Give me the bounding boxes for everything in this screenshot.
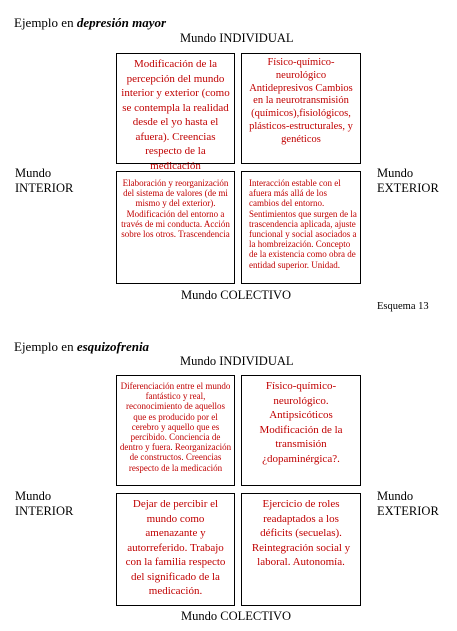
example1-bottom-axis-label: Mundo COLECTIVO: [181, 288, 292, 302]
example2-left-axis-label-line1: Mundo: [15, 489, 52, 503]
example1-quadrant-bottom-right: [241, 171, 361, 284]
example2-title-term: esquizofrenia: [76, 339, 150, 354]
example2-quadrant-bottom-right-text: Ejercicio de roles readaptados a los déficits (secuelas). Reintegración social y laboral. Autonomía.: [251, 498, 351, 568]
example1-left-axis-label-line2: INTERIOR: [15, 181, 74, 195]
example2-title-prefix: Ejemplo en: [14, 339, 74, 354]
example2-quadrant-bottom-right: [241, 493, 361, 606]
example1-quadrant-top-left-text: Modificación de la percepción del mundo interior y exterior (como se contempla la realidad desde el yo hasta el afuera). Creencias respecto de la medicación: [121, 58, 230, 172]
example1-quadrant-top-right-text: Físico-químico-neurológico Antidepresivos Cambios en la neurotransmisión (químicos),fisiológicos, plásticos-estructurales, y genéticos: [249, 57, 353, 145]
example1-left-axis-label: [15, 166, 73, 196]
example1-title: [14, 15, 166, 31]
example1-right-axis-label: [377, 166, 439, 196]
example1-right-axis-label-line1: Mundo: [377, 166, 414, 180]
example1-caption: Esquema 13: [377, 301, 429, 312]
example2-top-axis-label: Mundo INDIVIDUAL: [180, 354, 294, 368]
example2-left-axis-label: [15, 489, 73, 519]
example1-title-prefix: Ejemplo en: [14, 15, 74, 30]
example2-quadrant-bottom-left-text: Dejar de percibir el mundo como amenazante y autorreferido. Trabajo con la familia respecto del significado de la medicación.: [125, 498, 226, 597]
example1-title-term: depresión mayor: [76, 15, 167, 30]
example1-quadrant-top-left: [116, 53, 235, 172]
example2-quadrant-bottom-left: [116, 493, 235, 606]
example2-right-axis-label-line2: EXTERIOR: [377, 504, 439, 518]
example2-right-axis-label: [377, 489, 439, 519]
example2-title: [14, 339, 149, 355]
example2-quadrant-top-right-text: Físico-químico-neurológico. Antipsicóticos Modificación de la transmisión ¿dopaminérgica?.: [259, 380, 343, 465]
example2-bottom-axis-label: Mundo COLECTIVO: [181, 609, 292, 623]
example1-quadrant-bottom-left-text: Elaboración y reorganización del sistema de valores (de mi mismo y del exterior). Modificación del entorno a través de mi conducta. Acción sobre los otros. Trascendencia: [121, 178, 230, 240]
example1-quadrant-bottom-right-text: Interacción estable con el afuera más allá de los cambios del entorno. Sentimientos que surgen de la trascendencia aplicada, ajuste funcional y social asociados a la hombreización. Concepto de la existencia como obra de entidad superior. Unidad.: [249, 178, 357, 270]
example2-quadrant-top-left-text: Diferenciación entre el mundo fantástico y real, reconocimiento de aquellos que es producido por el cerebro y aquello que es percibido. Conciencia de dentro y fuera. Reorganización de constructos. Creencias respecto de la medicación: [119, 381, 232, 473]
example1-left-axis-label-line1: Mundo: [15, 166, 52, 180]
example2-left-axis-label-line2: INTERIOR: [15, 504, 74, 518]
example2-right-axis-label-line1: Mundo: [377, 489, 414, 503]
example2-quadrant-top-left: [116, 375, 235, 486]
example2-quadrant-top-right: [241, 375, 361, 486]
example1-quadrant-bottom-left: [116, 171, 235, 284]
example1-quadrant-top-right: [241, 53, 361, 164]
example1-right-axis-label-line2: EXTERIOR: [377, 181, 439, 195]
example1-top-axis-label: Mundo INDIVIDUAL: [180, 31, 294, 45]
